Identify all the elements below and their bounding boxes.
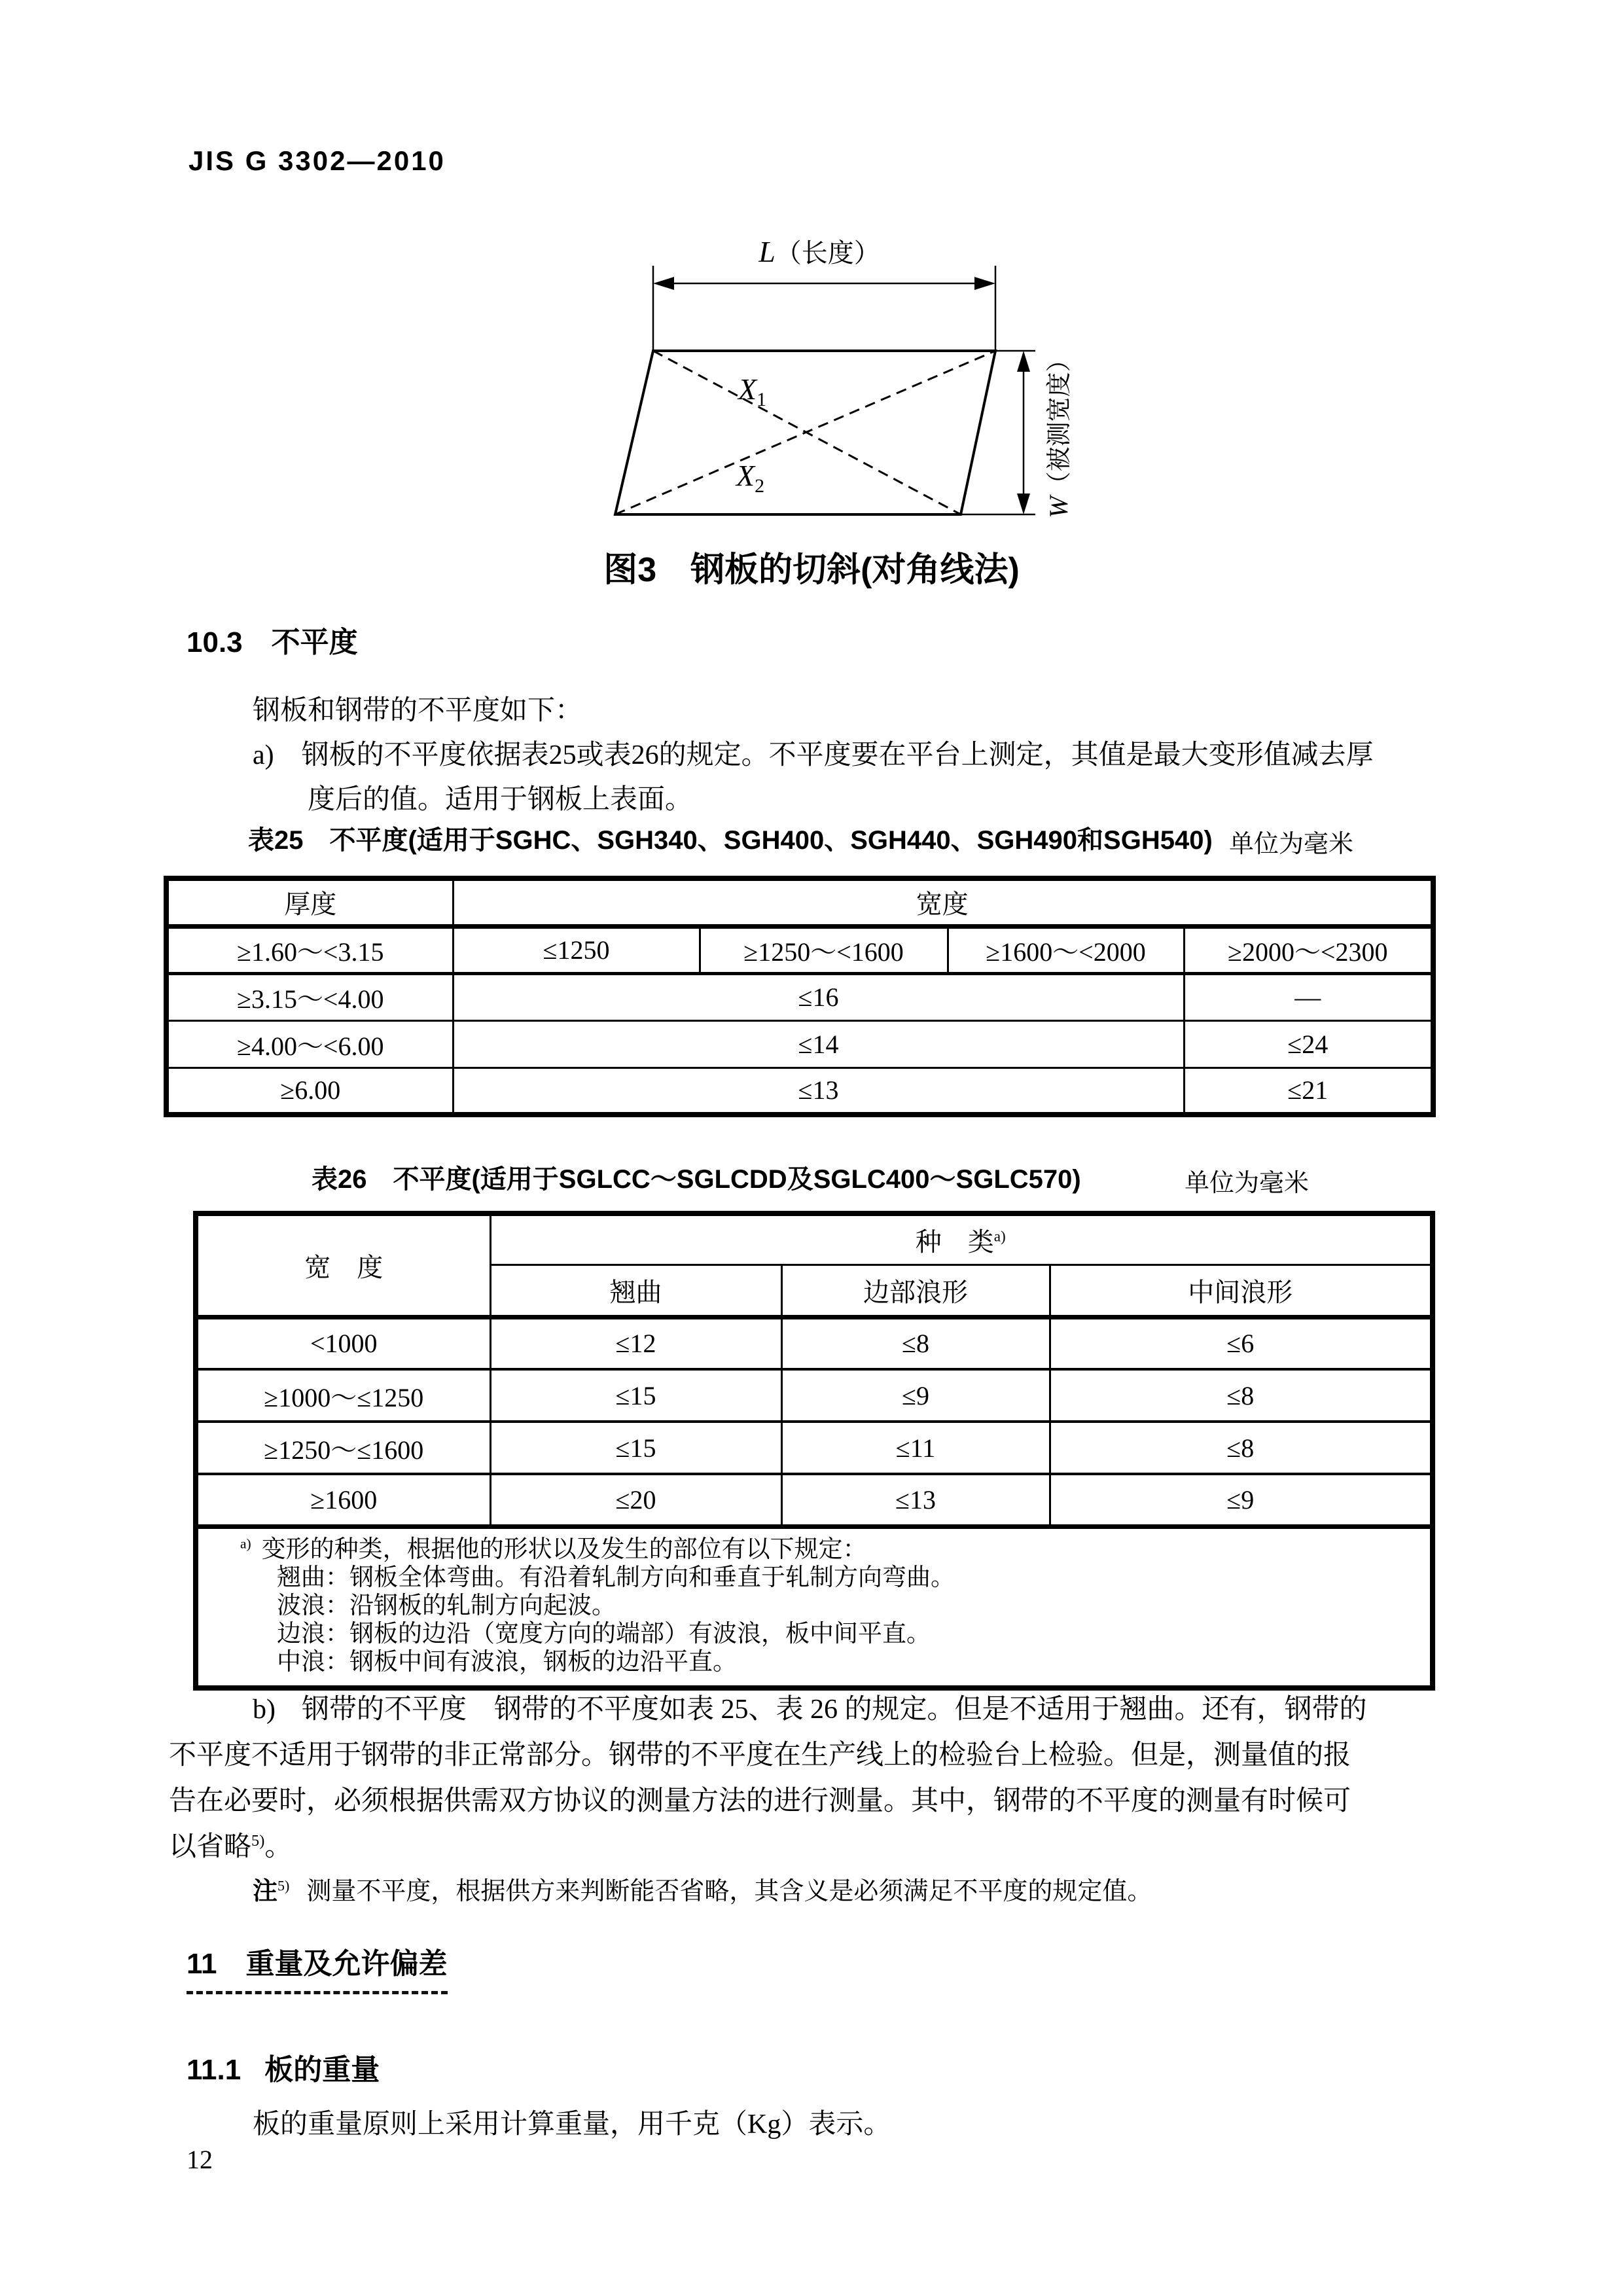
table-cell: ≥1600: [196, 1474, 490, 1526]
figure-3-caption: 图3 钢板的切斜(对角线法): [603, 551, 1020, 589]
table-cell: ≤11: [781, 1422, 1050, 1474]
table-26: [193, 1211, 1435, 1691]
section-10-3-number: 10.3: [187, 626, 243, 658]
table-row: [196, 1422, 1433, 1474]
table-row: [166, 926, 1433, 973]
table-row: [196, 1474, 1433, 1526]
table-25-unit: 单位为毫米: [1229, 831, 1354, 858]
section-10-3-title: 不平度: [271, 626, 358, 658]
diagonal-x2-label: X2: [736, 459, 765, 497]
table-26-header-edge-wave: 边部浪形: [781, 1265, 1050, 1317]
arrowhead-top: [1017, 351, 1030, 372]
footnote-line: 中浪：钢板中间有波浪，钢板的边沿平直。: [277, 1648, 737, 1676]
width-label: W（被测宽度）: [1044, 347, 1073, 518]
table-cell: ≥1000～≤1250: [196, 1369, 490, 1422]
document-code: JIS G 3302—2010: [188, 145, 446, 176]
note-5: [253, 1871, 1152, 1907]
table-cell: ≥1600～<2000: [948, 926, 1184, 973]
table-cell: ≤13: [781, 1474, 1050, 1526]
section-11-heading: [187, 1940, 448, 1994]
footnote-text: 变形的种类，根据他的形状以及发生的部位有以下规定：: [261, 1535, 867, 1563]
item-b-line4-text: 以省略: [169, 1832, 252, 1862]
item-b-line-2: 不平度不适用于钢带的非正常部分。钢带的不平度在生产线上的检验台上检验。但是，测量值的报: [169, 1740, 1351, 1770]
table-cell: <1000: [196, 1317, 490, 1369]
flatness-intro: 钢板和钢带的不平度如下：: [253, 696, 583, 726]
section-11-number: 11: [187, 1948, 217, 1980]
table-cell: ≤15: [490, 1422, 781, 1474]
item-a-line-1: [253, 733, 1374, 772]
table-cell: ≥4.00～<6.00: [166, 1020, 453, 1067]
note-5-text: 测量不平度，根据供方来判断能否省略，其含义是必须满足不平度的规定值。: [306, 1878, 1152, 1905]
table-cell: ≤9: [1050, 1474, 1433, 1526]
table-row: [166, 1067, 1433, 1115]
page-number: 12: [187, 2145, 213, 2174]
item-b-line4-end: 。: [264, 1832, 293, 1862]
section-10-3-heading: [187, 619, 358, 660]
table-cell: ≤16: [453, 973, 1184, 1020]
table-cell: ≤1250: [453, 926, 700, 973]
table-cell: ≤8: [781, 1317, 1050, 1369]
table-25-header-row: [166, 878, 1433, 926]
section-11-1-number: 11.1: [187, 2054, 241, 2086]
kind-label: 种 类: [915, 1227, 994, 1257]
table-26-header-kind: [490, 1213, 1433, 1265]
table-25: [164, 876, 1436, 1117]
table-cell: ≤8: [1050, 1369, 1433, 1422]
table-cell: ≤13: [453, 1067, 1184, 1115]
table-cell: ≤20: [490, 1474, 781, 1526]
table-26-header-center-wave: 中间浪形: [1050, 1265, 1433, 1317]
kind-footnote-ref: a): [993, 1228, 1006, 1246]
section-11-title: 重量及允许偏差: [245, 1948, 448, 1980]
section-11-1-title: 板的重量: [264, 2054, 380, 2086]
skew-diagram: [576, 229, 1099, 537]
footnote-marker: a): [240, 1535, 251, 1552]
table-cell: ≤24: [1184, 1020, 1433, 1067]
table-26-footnote-row: [196, 1526, 1433, 1688]
table-26-header-width: 宽 度: [196, 1213, 490, 1317]
table-cell: ≤21: [1184, 1067, 1433, 1115]
figure-3: [576, 229, 1099, 537]
table-cell: ≤9: [781, 1369, 1050, 1422]
diagonal-x2-line: [615, 351, 995, 514]
table-row: [196, 1317, 1433, 1369]
table-cell: ≤14: [453, 1020, 1184, 1067]
footnote-line: 波浪：沿钢板的轧制方向起波。: [277, 1592, 616, 1619]
footnote-line: [240, 1535, 1417, 1564]
table-cell: ≥1250～≤1600: [196, 1422, 490, 1474]
item-b-line-1: [253, 1687, 1367, 1727]
footnote-line: 边浪：钢板的边沿（宽度方向的端部）有波浪，板中间平直。: [277, 1620, 931, 1647]
item-a-marker: a): [253, 740, 274, 770]
footnote-line: 翘曲：钢板全体弯曲。有沿着轧制方向和垂直于轧制方向弯曲。: [277, 1564, 955, 1591]
table-25-title: 表25 不平度(适用于SGHC、SGH340、SGH400、SGH440、SGH490和SGH540): [248, 826, 1213, 855]
table-25-header-thickness: 厚度: [166, 878, 453, 926]
table-cell: ≥1.60～<3.15: [166, 926, 453, 973]
table-26-header-row-1: [196, 1213, 1433, 1265]
arrowhead-right: [974, 277, 995, 290]
table-cell: ≥1250～<1600: [700, 926, 948, 973]
table-row: [166, 1020, 1433, 1067]
table-cell: ≥6.00: [166, 1067, 453, 1115]
table-26-footnote: [196, 1526, 1433, 1688]
table-cell: ≤8: [1050, 1422, 1433, 1474]
item-a-line-2: 度后的值。适用于钢板上表面。: [308, 785, 693, 815]
item-b-text: 钢带的不平度 钢带的不平度如表 25、表 26 的规定。但是不适用于翘曲。还有，钢带的: [302, 1695, 1367, 1725]
arrowhead-bottom: [1017, 493, 1030, 514]
section-11-1-heading: [187, 2046, 380, 2088]
table-cell: ≥3.15～<4.00: [166, 973, 453, 1020]
note-5-ref: 5): [251, 1832, 265, 1850]
arrowhead-left: [653, 277, 674, 290]
item-b-line-3: 告在必要时，必须根据供需双方协议的测量方法的进行测量。其中，钢带的不平度的测量有时候可: [169, 1786, 1351, 1816]
table-cell: ≤6: [1050, 1317, 1433, 1369]
table-row: [196, 1369, 1433, 1422]
item-b-marker: b): [253, 1695, 276, 1725]
section-11-1-body: 板的重量原则上采用计算重量，用千克（Kg）表示。: [253, 2109, 891, 2140]
table-row: [166, 973, 1433, 1020]
table-26-header-bow: 翘曲: [490, 1265, 781, 1317]
note-5-marker: 注: [253, 1878, 278, 1905]
diagonal-x1-label: X1: [738, 372, 767, 410]
table-cell: ≤15: [490, 1369, 781, 1422]
length-label: L（长度）: [758, 235, 880, 268]
table-26-title: 表26 不平度(适用于SGLCC～SGLCDD及SGLC400～SGLC570): [312, 1165, 1081, 1194]
table-25-header-width: 宽度: [453, 878, 1433, 926]
table-26-unit: 单位为毫米: [1185, 1170, 1310, 1197]
item-b-line-4: [169, 1825, 292, 1864]
table-cell: ≥2000～<2300: [1184, 926, 1433, 973]
table-cell: ≤12: [490, 1317, 781, 1369]
item-a-text: 钢板的不平度依据表25或表26的规定。不平度要在平台上测定，其值是最大变形值减去厚: [301, 740, 1374, 770]
note-5-sup: 5): [277, 1877, 290, 1894]
table-cell: —: [1184, 973, 1433, 1020]
